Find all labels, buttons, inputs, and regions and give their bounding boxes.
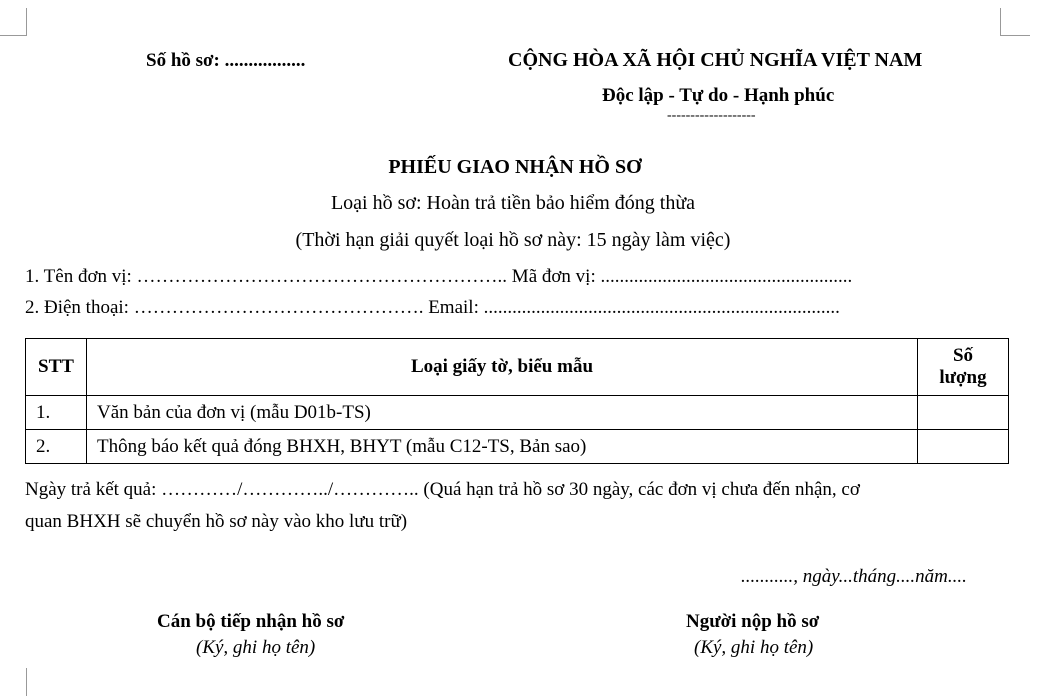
crop-mark-top-right-h (1000, 35, 1030, 36)
crop-mark-bottom-left-v (26, 668, 27, 696)
row-number: 1. (26, 396, 87, 430)
form-title: PHIẾU GIAO NHẬN HỒ SƠ (388, 156, 642, 178)
receiver-note: (Ký, ghi họ tên) (196, 637, 316, 658)
return-note-line: quan BHXH sẽ chuyển hồ sơ này vào kho lưu trữ) (25, 511, 408, 532)
table-header-row (26, 339, 1009, 396)
submitter-note: (Ký, ghi họ tên) (694, 637, 814, 658)
header-quantity-line1: Số (952, 345, 974, 366)
row-quantity (918, 430, 1009, 464)
row-number: 2. (26, 430, 87, 464)
receiver-title: Cán bộ tiếp nhận hồ sơ (157, 611, 345, 632)
submitter-title: Người nộp hồ sơ (686, 611, 820, 632)
unit-name-field: 1. Tên đơn vị: ………………………………………………….. Mã đơn vị: ..................................................... (25, 266, 853, 287)
phone-email-field: 2. Điện thoại: ………………………………………. Email: ........................................................................... (25, 297, 840, 318)
country-name: CỘNG HÒA XÃ HỘI CHỦ NGHĨA VIỆT NAM (508, 49, 923, 71)
row-document: Văn bản của đơn vị (mẫu D01b-TS) (87, 396, 918, 430)
form-deadline: (Thời hạn giải quyết loại hồ sơ này: 15 ngày làm việc) (295, 229, 731, 251)
table-row (26, 430, 1009, 464)
crop-mark-top-left-v (26, 8, 27, 36)
document-table (25, 338, 1009, 464)
crop-mark-top-right-v (1000, 8, 1001, 36)
header-quantity-line2: lượng (939, 367, 987, 388)
header-document-type: Loại giấy tờ, biểu mẫu (87, 339, 918, 396)
row-quantity (918, 396, 1009, 430)
header-stt: STT (26, 339, 87, 396)
date-line: ..........., ngày...tháng....năm.... (741, 566, 967, 587)
motto-divider: ------------------- (667, 108, 756, 123)
form-type: Loại hồ sơ: Hoàn trả tiền bảo hiểm đóng thừa (330, 192, 696, 214)
return-date-line: Ngày trả kết quả: …………/…………../………….. (Quá hạn trả hồ sơ 30 ngày, các đơn vị chưa đến nhận, cơ (25, 479, 860, 500)
row-document: Thông báo kết quả đóng BHXH, BHYT (mẫu C12-TS, Bản sao) (87, 430, 918, 464)
file-number: Số hồ sơ: ................. (146, 50, 306, 71)
crop-mark-top-left-h (0, 35, 27, 36)
national-motto: Độc lập - Tự do - Hạnh phúc (602, 85, 835, 106)
table-row (26, 396, 1009, 430)
header-quantity (918, 339, 1009, 396)
